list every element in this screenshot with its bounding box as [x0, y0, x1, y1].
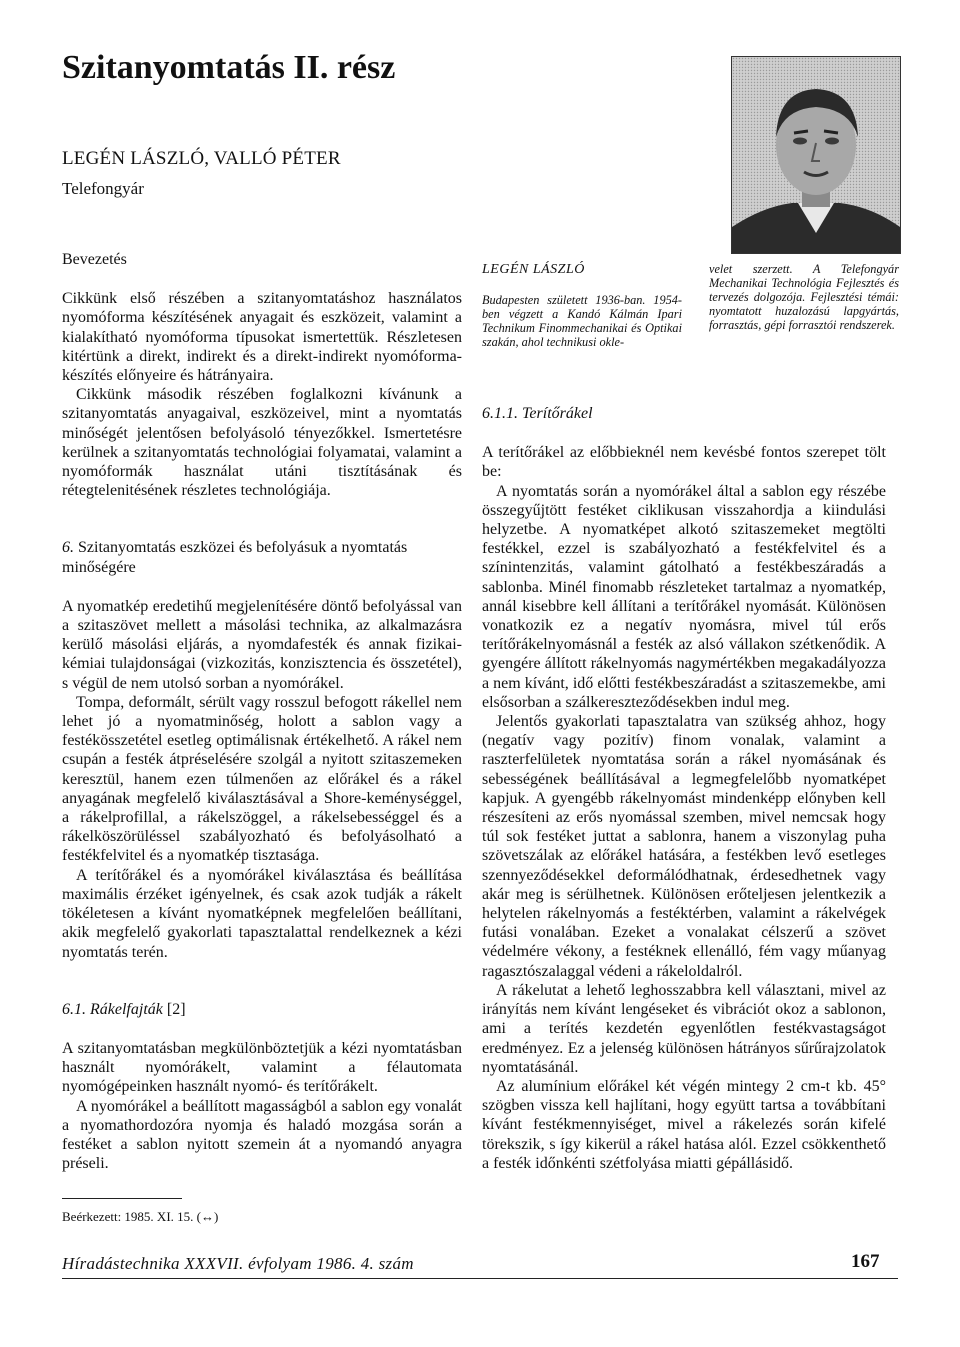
journal-citation: Híradástechnika XXXVII. évfolyam 1986. 4. szám	[62, 1254, 414, 1273]
received-date-note: Beérkezett: 1985. XI. 15. (↔)	[62, 1209, 219, 1224]
section-6-1-number: 6.1.	[62, 1000, 86, 1018]
section-6-heading	[62, 538, 462, 576]
section-6-1-heading	[62, 1000, 462, 1019]
article-authors: LEGÉN LÁSZLÓ, VALLÓ PÉTER	[62, 148, 341, 169]
section-6-1-reference: [2]	[166, 1000, 186, 1018]
section-6-paragraph-3: A terítőrákel és a nyomórákel kiválasztása és beállítása maximális érzéket igényelnek, és csak azok tudják a rákelt tökéletesen a kívánt nyomatképnek megfelelően beállítani, akik megfelelő gyakorlati tapasztalattal rendelkeznek a kézi nyomtatás terén.	[62, 866, 462, 961]
section-6-1-paragraph-2: A nyomórákel a beállított magasságból a sablon egy vonalát a nyomathordozóra nyomja és haladó mozgása során a festéket a sablon nyitott szemein át a nyomandó anyagra préseli.	[62, 1097, 462, 1173]
bio-text-part-1: Budapesten született 1936-ban. 1954-ben végzett a Kandó Kálmán Ipari Technikum Finommechanikai és Optikai szakán, ahol technikusi okle-	[482, 293, 682, 349]
section-6-title: Szitanyomtatás eszközei és befolyásuk a nyomtatás minőségére	[62, 539, 408, 576]
intro-paragraph-2: Cikkünk második részében foglalkozni kívánunk a szitanyomtatás anyagaival, eszközeivel, mint a nyomtatás minőségét jelentősen befolyásoló tényezőkkel. Ismertetésre kerülnek a szitanyomtatás technológiai folyamatai, valamint a nyomóformák használat utáni tisztításának és rétegtelenitésének részletes technológiája.	[62, 386, 462, 500]
right-paragraph-4: A rákelutat a lehető leghosszabbra kell választani, mivel az irányítás nem kívánt lengéseket és vibrációt okoz a sablonon, ami a terítés kezdetén egyenlőtlen festékvastagságot eredményez. Ez a jelenség különösen hátrányos sűrűrajzolatok nyomtatásánál.	[482, 981, 886, 1076]
right-column	[482, 404, 886, 1173]
section-6-1-1-number: 6.1.1.	[482, 405, 518, 422]
right-paragraph-5: Az alumínium előrákel két végén mintegy 2 cm-t kb. 45° szögben vissza kell hajlítani, hogy együtt tartsa a továbbítani kívánt festékmennyiséget, mivel a rákelezés során kifelé törekszik, s így kikerül a rákel hatása alól. Ezzel csökkenthető a festék időnkénti szétfolyása miatti gépállásidő.	[482, 1077, 886, 1172]
section-6-1-paragraph-1: A szitanyomtatásban megkülönböztetjük a kézi nyomtatásban használt nyomórákelt, valamint a félautomata nyomógépeinken használt nyomó- és terítőrákelt.	[62, 1039, 462, 1096]
section-6-1-title: Rákelfajták	[90, 1000, 163, 1018]
bio-author-name: LEGÉN LÁSZLÓ	[482, 262, 585, 277]
section-6-1-1-title: Terítőrákel	[522, 405, 593, 422]
section-6-1-1-heading	[482, 404, 886, 423]
section-6-paragraph-2: Tompa, deformált, sérült vagy rosszul befogott rákellel nem lehet jó a nyomatminőség, holott a sablon vagy a festékösszetétel esetleg optimálisnak értékelhető. A rákel nem csupán a festék átpréselésére szolgál a nyitott szitaszemeken keresztül, hanem ezen túlmenően az előrákel és a rákel anyagának megfelelő kiválasztásával a Shore-keménységgel, a rákelprofillal, a rákelszöggel, a rákelsebességgel és a rákelköszörüléssel szabályozható és befolyásolható a festékfelvitel és a nyomatkép tisztasága.	[62, 693, 462, 865]
right-paragraph-2: A nyomtatás során a nyomórákel által a sablon egy részébe összegyűjtött festéket ciklikusan visszahordja a kiindulási helyzetbe. A nyomatképet alkotó szitaszemeket megtölti festékkel, ezzel is szabályozható a festékfelvitel és a színintenzitás, valamint gátolható a festékbeszáradás a sablonba. Minél finomabb részleteket tartalmaz a nyomatkép, annál kisebbre kell állítani a terítőrákel nyomását. Különösen vonatkozik ez a negatív nyomásra, mivel túl erős terítőrákelnyomásnál a festék az alsó vállakon szétkenődik. A gyengére állított rákelnyomás nagymértékben megakadályozza a nem kívánt, idő előtti festékbeszáradást a szitaszemekbe, ami elsősorban a szálkereszteződésekben indul meg.	[482, 482, 886, 711]
right-paragraph-3: Jelentős gyakorlati tapasztalatra van szükség ahhoz, hogy (negatív vagy pozitív) finom vonalak, valamint a raszterfelületek nyomtatása során a rákel nyomásának és sebességének beállításával a legmegfelelőbb nyomatképet kapjuk. A gyengébb rákelnyomást mindenképp előnyben kell részesíteni az erős nyomással szemben, mivel nemcsak hogy túl sok festéket juttat a sablonra, hanem a viszonylag puha szövetszálak az előrákel hatására, a festékben levő esetleges szennyeződésekkel deformálódhatnak, érdesedhetnek vagy akár meg is sérülhetnek. Különösen erőteljesen jelentkezik a helytelen rákelnyomás a festéktérben, valamint a rákelvégek futási vonalában. Ezeket a vonalakat célszerű a szövet védelmére vékony, a festéknek ellenálló, fém vagy műanyag ragasztószalaggal védeni a rákeloldalról.	[482, 713, 886, 980]
portrait-image	[732, 57, 900, 253]
footnote-divider	[62, 1198, 182, 1199]
section-6-number: 6.	[62, 539, 74, 557]
author-affiliation: Telefongyár	[62, 179, 144, 198]
intro-paragraph-1: Cikkünk első részében a szitanyomtatáshoz használatos nyomóforma készítésének anyagait és eszközeit, valamint a kialakítható nyomóforma típusokat ismertettük. Részletesen kitértünk a direkt, indirekt és a direkt-indirekt nyomóforma-készítés előnyeire és hátrányaira.	[62, 290, 462, 385]
bio-text-part-2: velet szerzett. A Telefongyár Mechanikai Technológia Fejlesztés és tervezés dolgozója. Fejlesztési témái: nyomtatott huzalozású lapgyártás, forrasztás, gépi forrasztói rendszerek.	[709, 262, 899, 332]
footer-divider	[62, 1278, 898, 1279]
left-column	[62, 250, 462, 1173]
author-photo	[731, 56, 901, 254]
article-title: Szitanyomtatás II. rész	[62, 49, 396, 86]
right-paragraph-1: A terítőrákel az előbbieknél nem kevésbé fontos szerepet tölt be:	[482, 444, 886, 481]
section-6-paragraph-1: A nyomatkép eredetihű megjelenítésére döntő befolyással van a szitaszövet mellett a másolási technika, az alkalmazásra kerülő másolási eljárás, a nyomdafesték és annak fizikai-kémiai tulajdonságai (vizkozitás, konzisztencia és összetétel), s végül de nem utolsó sorban a nyomórákel.	[62, 597, 462, 692]
page-number: 167	[851, 1251, 880, 1272]
intro-heading: Bevezetés	[62, 251, 127, 268]
